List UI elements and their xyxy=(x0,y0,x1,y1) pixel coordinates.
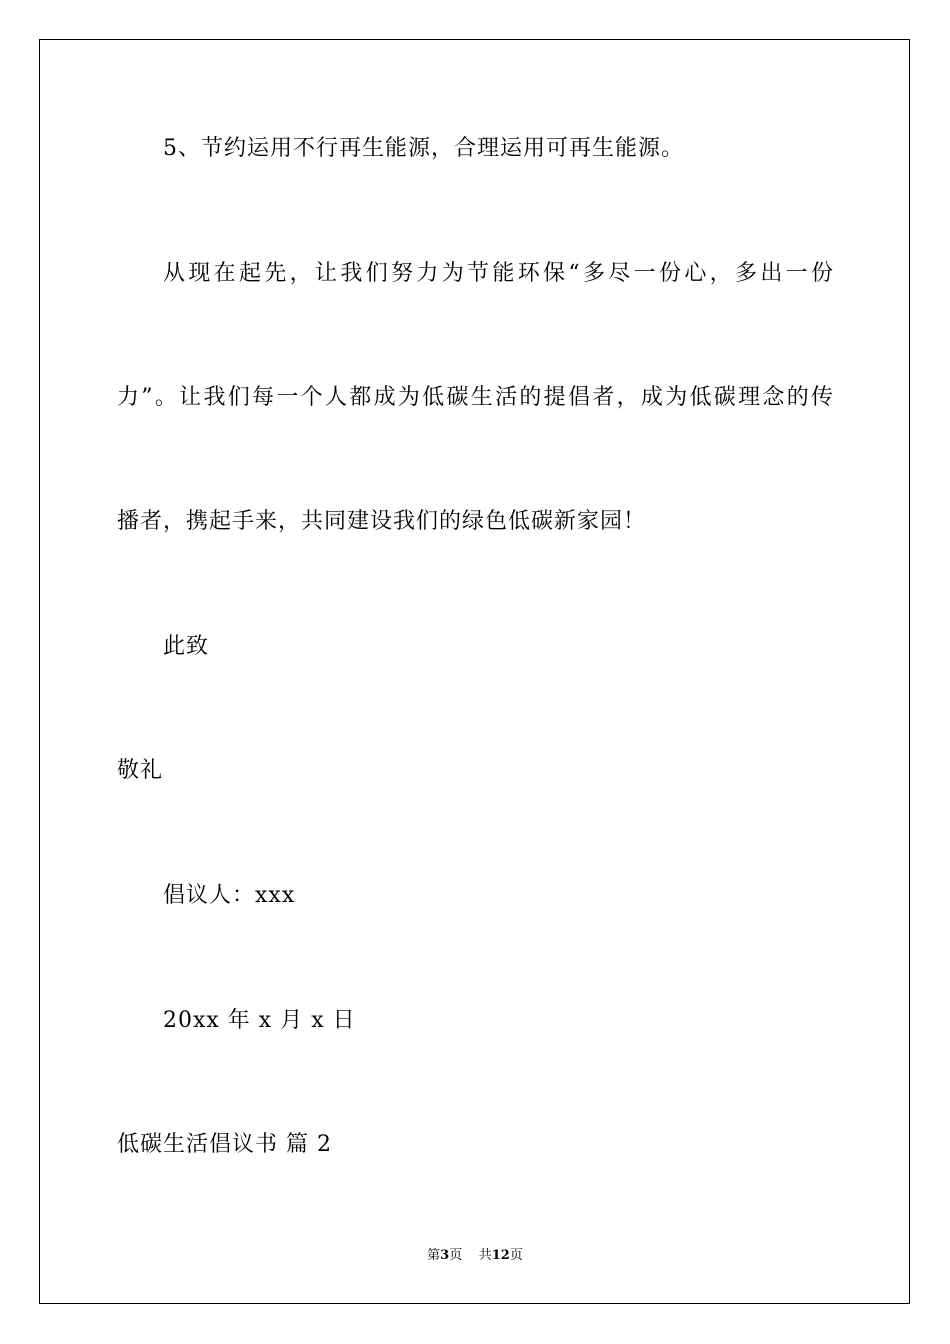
footer-page-suffix: 页 xyxy=(449,1248,463,1263)
footer-page-number: 3 xyxy=(440,1248,450,1263)
date-line: 20xx 年 x 月 x 日 xyxy=(163,1008,356,1033)
page-border xyxy=(39,39,910,1304)
paragraph-line-2: 从现在起先，让我们努力为节能环保“多尽一份心，多出一份 xyxy=(163,261,833,286)
paragraph-line-4: 播者，携起手来，共同建设我们的绿色低碳新家园！ xyxy=(117,509,647,534)
footer-total-suffix: 页 xyxy=(509,1248,523,1263)
footer-total-prefix: 共 xyxy=(478,1248,492,1263)
paragraph-line-3: 力”。让我们每一个人都成为低碳生活的提倡者，成为低碳理念的传 xyxy=(117,385,833,410)
footer-page-prefix: 第 xyxy=(427,1248,441,1263)
section-heading: 低碳生活倡议书 篇 2 xyxy=(117,1132,332,1157)
salutation-jingli: 敬礼 xyxy=(117,758,164,783)
page-footer xyxy=(0,1247,950,1265)
salutation-cizhi: 此致 xyxy=(163,634,210,659)
footer-total-pages: 12 xyxy=(491,1248,510,1263)
paragraph-line-1: 5、节约运用不行再生能源，合理运用可再生能源。 xyxy=(163,136,684,161)
initiator-line: 倡议人：xxx xyxy=(163,883,296,908)
